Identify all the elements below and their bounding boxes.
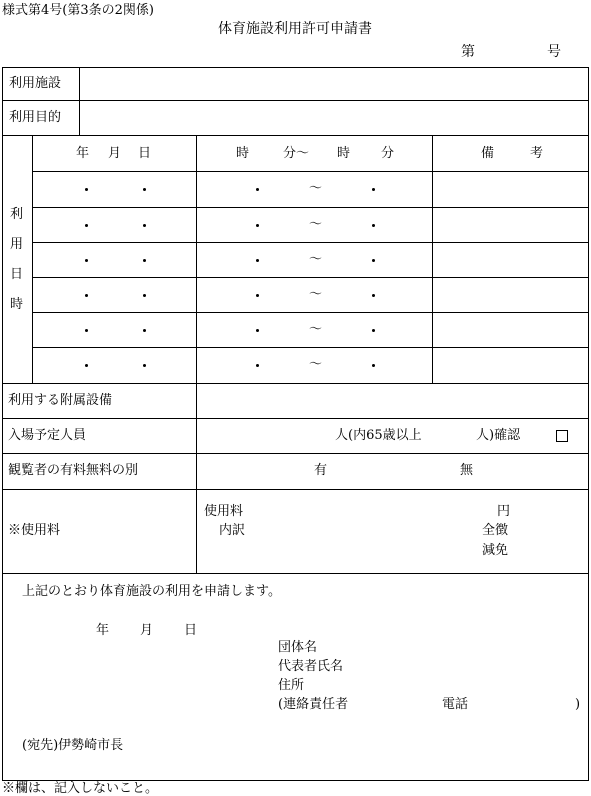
header-remarks-2: 考 (530, 146, 544, 161)
time-range-tilde: ～ (309, 322, 323, 337)
contact-close-paren: ) (575, 697, 581, 712)
time-range-tilde: ～ (309, 357, 323, 372)
date-separator-dot (85, 364, 88, 367)
time-range-tilde: ～ (309, 181, 323, 196)
schedule-side-char-3: 日 (10, 267, 24, 282)
date-separator-dot (143, 294, 146, 297)
number-label-go: 号 (547, 44, 561, 60)
org-name-label: 団体名 (278, 640, 318, 655)
time-range-tilde: ～ (309, 287, 323, 302)
facility-field[interactable] (81, 69, 586, 99)
time-separator-dot (256, 188, 259, 191)
page-title: 体育施設利用許可申請書 (218, 21, 372, 37)
schedule-side-char-4: 時 (10, 297, 24, 312)
time-separator-dot (256, 294, 259, 297)
header-minute-start: 分～ (283, 146, 310, 161)
equipment-label: 利用する附属設備 (8, 393, 113, 408)
address-label: 住所 (278, 678, 305, 693)
date-separator-dot (143, 188, 146, 191)
time-separator-dot (256, 259, 259, 262)
schedule-side-char-2: 用 (10, 237, 24, 252)
time-range-tilde: ～ (309, 217, 323, 232)
date-separator-dot (85, 259, 88, 262)
fee-full-collection: 全徴 (482, 523, 509, 538)
header-hour-end: 時 (337, 146, 351, 161)
time-separator-dot (372, 294, 375, 297)
time-separator-dot (372, 188, 375, 191)
declaration-month: 月 (140, 623, 154, 638)
contact-person-label: (連絡責任者 (278, 697, 349, 712)
form-number: 様式第4号(第3条の2関係) (2, 3, 154, 18)
time-separator-dot (256, 364, 259, 367)
equipment-field[interactable] (198, 385, 586, 417)
attendance-label: 入場予定人員 (8, 428, 87, 443)
date-separator-dot (143, 259, 146, 262)
admission-free[interactable]: 無 (460, 463, 474, 478)
time-separator-dot (372, 364, 375, 367)
representative-label: 代表者氏名 (278, 659, 344, 674)
number-label-dai: 第 (461, 44, 475, 60)
fee-label: ※使用料 (8, 523, 61, 538)
date-separator-dot (85, 188, 88, 191)
fee-breakdown: 内訳 (219, 523, 246, 538)
header-year: 年 (76, 146, 90, 161)
footnote: ※欄は、記入しないこと。 (2, 781, 159, 796)
declaration-year: 年 (96, 623, 110, 638)
attendance-confirm-text: 人)確認 (476, 428, 521, 443)
header-remarks-1: 備 (481, 146, 495, 161)
fee-exemption: 減免 (482, 543, 509, 558)
time-separator-dot (372, 329, 375, 332)
date-separator-dot (143, 364, 146, 367)
fee-yen: 円 (497, 504, 511, 519)
header-hour-start: 時 (236, 146, 250, 161)
date-separator-dot (85, 224, 88, 227)
time-separator-dot (256, 329, 259, 332)
header-minute-end: 分 (381, 146, 395, 161)
time-separator-dot (372, 224, 375, 227)
attendance-people-text: 人(内65歳以上 (335, 428, 422, 443)
admission-label: 観覧者の有料無料の別 (8, 463, 139, 478)
purpose-label: 利用目的 (9, 110, 62, 125)
purpose-field[interactable] (81, 102, 586, 134)
time-separator-dot (372, 259, 375, 262)
time-separator-dot (256, 224, 259, 227)
addressee: (宛先)伊勢崎市長 (22, 738, 124, 753)
time-range-tilde: ～ (309, 252, 323, 267)
date-separator-dot (143, 224, 146, 227)
fee-usage: 使用料 (204, 504, 244, 519)
phone-label: 電話 (442, 697, 469, 712)
date-separator-dot (85, 329, 88, 332)
header-month: 月 (108, 146, 122, 161)
header-day: 日 (138, 146, 152, 161)
date-separator-dot (143, 329, 146, 332)
date-separator-dot (85, 294, 88, 297)
facility-label: 利用施設 (9, 76, 62, 91)
confirm-checkbox[interactable] (556, 430, 568, 442)
declaration-day: 日 (184, 623, 198, 638)
schedule-side-char-1: 利 (10, 207, 24, 222)
declaration-statement: 上記のとおり体育施設の利用を申請します。 (22, 584, 281, 599)
admission-paid[interactable]: 有 (314, 463, 328, 478)
